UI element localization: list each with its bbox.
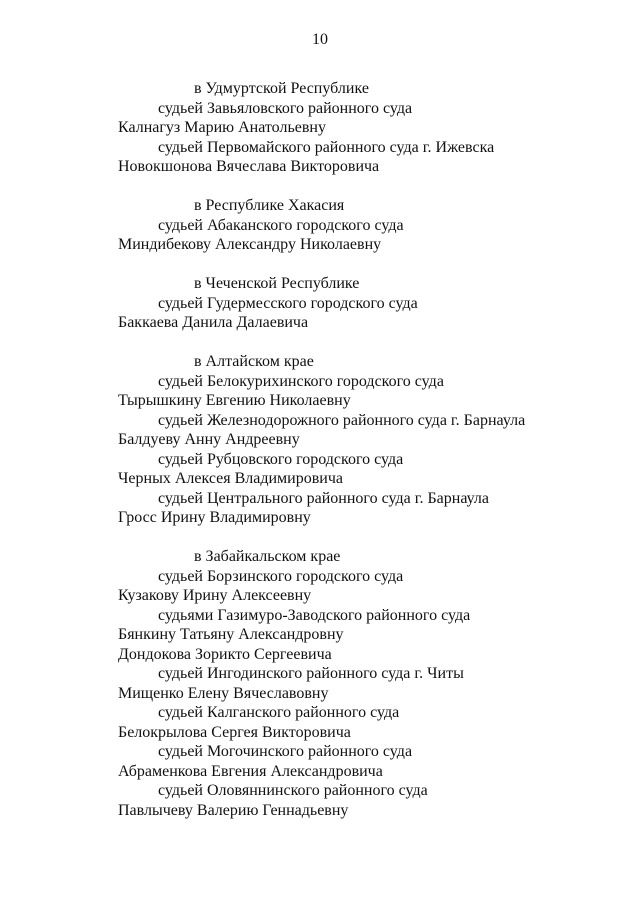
court-appointment-line: судьей Калганского районного суда <box>158 704 400 721</box>
region-title: в Чеченской Республике <box>194 275 360 292</box>
judge-name-line: Балдуеву Анну Андреевну <box>118 431 300 448</box>
region-title: в Республике Хакасия <box>194 197 345 214</box>
court-appointment-line: судьей Могочинского районного суда <box>158 743 413 760</box>
judge-name-line: Дондокова Зорикто Сергеевича <box>118 645 332 663</box>
judge-name-line: Черных Алексея Владимировича <box>118 470 343 487</box>
judge-name-line: Баккаева Данила Далаевича <box>118 314 309 331</box>
judge-name-line: Абраменкова Евгения Александровича <box>118 762 383 780</box>
court-appointment-line: судьей Первомайского районного суда г. Ижевска <box>158 138 495 156</box>
page-number: 10 <box>312 31 328 48</box>
judge-name-line: Гросс Ирину Владимировну <box>118 509 311 526</box>
region-block <box>118 79 618 177</box>
region-block <box>118 274 618 333</box>
region-title: в Забайкальском крае <box>194 548 341 565</box>
court-appointment-line: судьей Белокурихинского городского суда <box>158 372 444 390</box>
region-block <box>118 547 618 820</box>
judge-name-line: Калнагуз Марию Анатольевну <box>118 119 326 136</box>
region-block <box>118 196 618 255</box>
document-body <box>118 79 618 840</box>
judge-name-line: Кузакову Ирину Алексеевну <box>118 587 312 604</box>
judge-name-line: Павлычеву Валерию Геннадьевну <box>118 801 349 819</box>
court-appointment-line: судьей Гудермесского городского суда <box>158 294 418 312</box>
region-title: в Алтайском крае <box>194 353 314 370</box>
court-appointment-line: судьей Центрального районного суда г. Барнаула <box>158 489 489 507</box>
court-appointment-line: судьей Борзинского городского суда <box>158 567 404 585</box>
judge-name-line: Новокшонова Вячеслава Викторовича <box>118 158 380 175</box>
region-block <box>118 352 618 528</box>
court-appointment-line: судьей Завьяловского районного суда <box>158 99 413 117</box>
court-appointment-line: судьей Ингодинского районного суда г. Читы <box>158 665 464 682</box>
court-appointment-line: судьями Газимуро-Заводского районного суда <box>158 606 471 624</box>
court-appointment-line: судьей Рубцовского городского суда <box>158 450 404 468</box>
judge-name-line: Мищенко Елену Вячеславовну <box>118 684 329 702</box>
court-appointment-line: судьей Железнодорожного районного суда г. Барнаула <box>158 411 526 429</box>
region-title: в Удмуртской Республике <box>194 80 369 97</box>
court-appointment-line: судьей Абаканского городского суда <box>158 216 404 234</box>
judge-name-line: Миндибекову Александру Николаевну <box>118 236 382 253</box>
judge-name-line: Белокрылова Сергея Викторовича <box>118 723 351 741</box>
judge-name-line: Бянкину Татьяну Александровну <box>118 626 344 643</box>
court-appointment-line: судьей Оловяннинского районного суда <box>158 782 428 799</box>
judge-name-line: Тырышкину Евгению Николаевну <box>118 392 351 409</box>
